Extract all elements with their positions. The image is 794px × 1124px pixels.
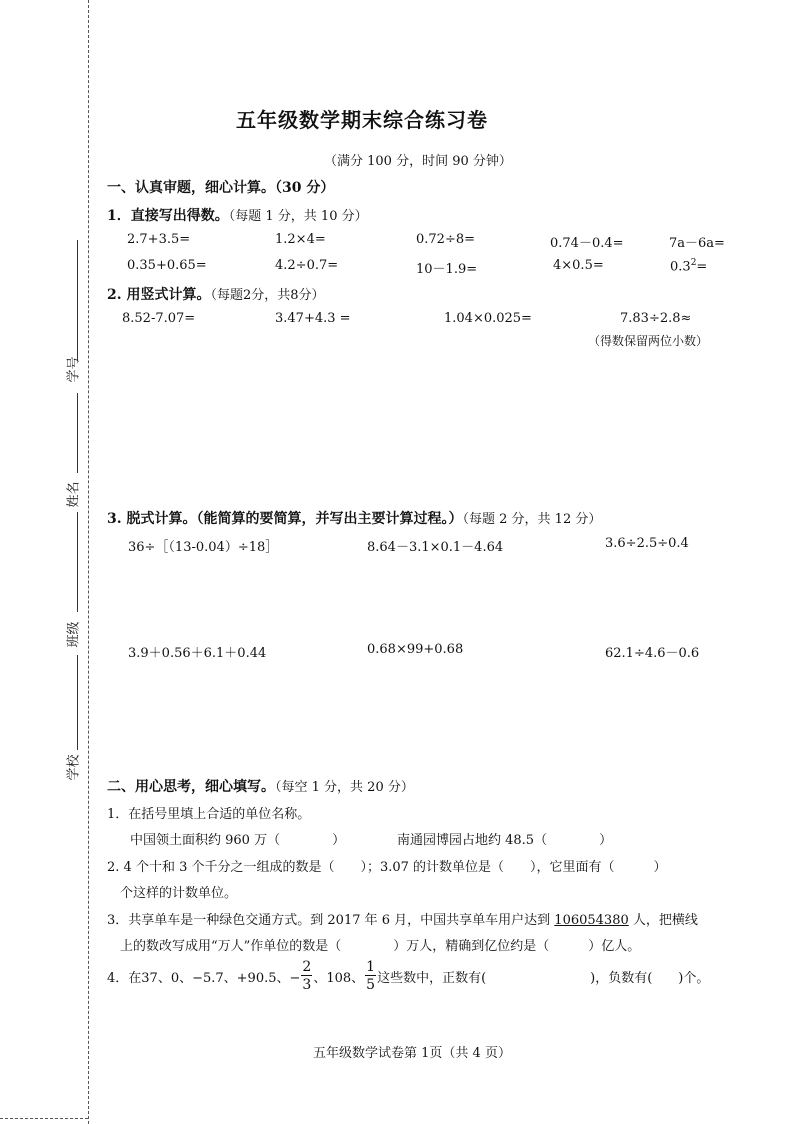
section2-note: （每空 1 分，共 20 分） (275, 780, 414, 795)
q2-item-4: 7.83÷2.8≈ (620, 311, 692, 326)
q1-r1-c1: 2.7+3.5= (127, 232, 191, 247)
q1-note: （每题 1 分，共 10 分） (228, 209, 368, 224)
q1-r1-c3: 0.72÷8= (416, 232, 476, 247)
s2-q2-line2: 个这样的计数单位。 (120, 886, 238, 901)
q1-heading (107, 205, 368, 225)
s2-q1-a: 中国领土面积约 960 万（ ） (130, 833, 346, 848)
q2-remark: （得数保留两位小数） (588, 334, 709, 348)
section1-heading: 一、认真审题，细心计算。（30 分） (107, 180, 335, 196)
q1-r2-c2: 4.2÷0.7= (275, 258, 339, 273)
q1-title: 1．直接写出得数。 (107, 208, 229, 224)
q3-r2-c2: 0.68×99+0.68 (367, 642, 464, 657)
page-title: 五年级数学期末综合练习卷 (236, 108, 488, 132)
s2-q4-frac1-num: 2 (302, 959, 312, 975)
student-id-blank[interactable] (77, 240, 78, 360)
student-id-label: 学号 (66, 356, 82, 383)
q3-title: 3. 脱式计算。（能简算的要简算，并写出主要计算过程。） (107, 511, 463, 527)
s2-q4-frac2-den: 5 (366, 977, 376, 993)
q3-r1-c1: 36÷［（13-0.04）÷18］ (128, 540, 279, 555)
bottom-dashed-line (0, 1118, 88, 1119)
q3-r1-c2: 8.64－3.1×0.1－4.64 (367, 540, 504, 555)
school-blank[interactable] (77, 655, 78, 750)
s2-q1-text: 1．在括号里填上合适的单位名称。 (107, 807, 311, 822)
s2-q4-prefix: 4．在37、0、−5.7、+90.5、− (107, 970, 301, 986)
q2-item-1: 8.52-7.07= (122, 311, 196, 326)
q3-r2-c3: 62.1÷4.6－0.6 (605, 646, 700, 661)
q1-r2-c4: 4×0.5= (553, 258, 604, 273)
q1-r2-c5 (670, 258, 707, 274)
class-blank[interactable] (77, 512, 78, 612)
s2-q4-frac2-num: 1 (366, 959, 376, 975)
q2-item-3: 1.04×0.025= (444, 311, 532, 326)
q2-heading (107, 284, 325, 304)
section2-title: 二、用心思考，细心填写。 (107, 779, 275, 795)
q1-r2-c5-base: 0.3 (670, 259, 691, 275)
s2-q4-fraction-1 (301, 960, 312, 992)
binding-dashed-line (88, 0, 89, 1124)
q3-r2-c1: 3.9＋0.56＋6.1＋0.44 (128, 646, 267, 661)
page-subtitle: （满分 100 分，时间 90 分钟） (324, 154, 512, 169)
s2-q1-b: 南通园博园占地约 48.5（ ） (397, 833, 613, 848)
s2-q3-line1-b: 人，把横线 (628, 913, 698, 928)
q2-note: （每题2分，共8分） (210, 288, 325, 303)
page-footer: 五年级数学试卷第 1页（共 4 页） (313, 1046, 511, 1061)
q1-r1-c5: 7a－6a= (669, 236, 725, 251)
s2-q3-line2: 上的数改写成用“万人”作单位的数是（ ）万人，精确到亿位约是（ ）亿人。 (120, 939, 641, 954)
s2-q3-line1 (107, 909, 698, 928)
s2-q3-users-number: 106054380 (554, 913, 629, 928)
q1-r1-c2: 1.2×4= (275, 232, 326, 247)
name-label: 姓名 (66, 481, 82, 508)
q3-note: （每题 2 分，共 12 分） (462, 512, 602, 527)
q1-r2-c5-exponent: 2 (690, 258, 697, 268)
q1-r2-c5-equals: = (696, 259, 708, 275)
school-label: 学校 (66, 754, 82, 781)
s2-q4-line (107, 955, 709, 997)
s2-q2-line1: 2. 4 个十和 3 个千分之一组成的数是（ ）；3.07 的计数单位是（ ），它里面有（ ） (107, 860, 667, 875)
q3-r1-c3: 3.6÷2.5÷0.4 (605, 536, 689, 551)
q1-r1-c4: 0.74－0.4= (550, 236, 624, 251)
q2-title: 2. 用竖式计算。 (107, 287, 211, 303)
name-blank[interactable] (77, 393, 78, 473)
section2-heading (107, 776, 414, 796)
class-label: 班级 (66, 621, 82, 648)
s2-q4-fraction-2 (365, 960, 376, 992)
s2-q4-middle: 、108、 (313, 970, 365, 986)
q2-item-2: 3.47+4.3 = (275, 311, 351, 326)
s2-q3-line1-a: 3．共享单车是一种绿色交通方式。到 2017 年 6 月，中国共享单车用户达到 (107, 913, 555, 928)
s2-q4-suffix: 这些数中，正数有( )，负数有( )个。 (377, 970, 710, 986)
q3-heading (107, 508, 601, 528)
q1-r2-c1: 0.35+0.65= (127, 258, 207, 273)
q1-r2-c3: 10－1.9= (416, 262, 478, 277)
s2-q4-frac1-den: 3 (302, 977, 312, 993)
